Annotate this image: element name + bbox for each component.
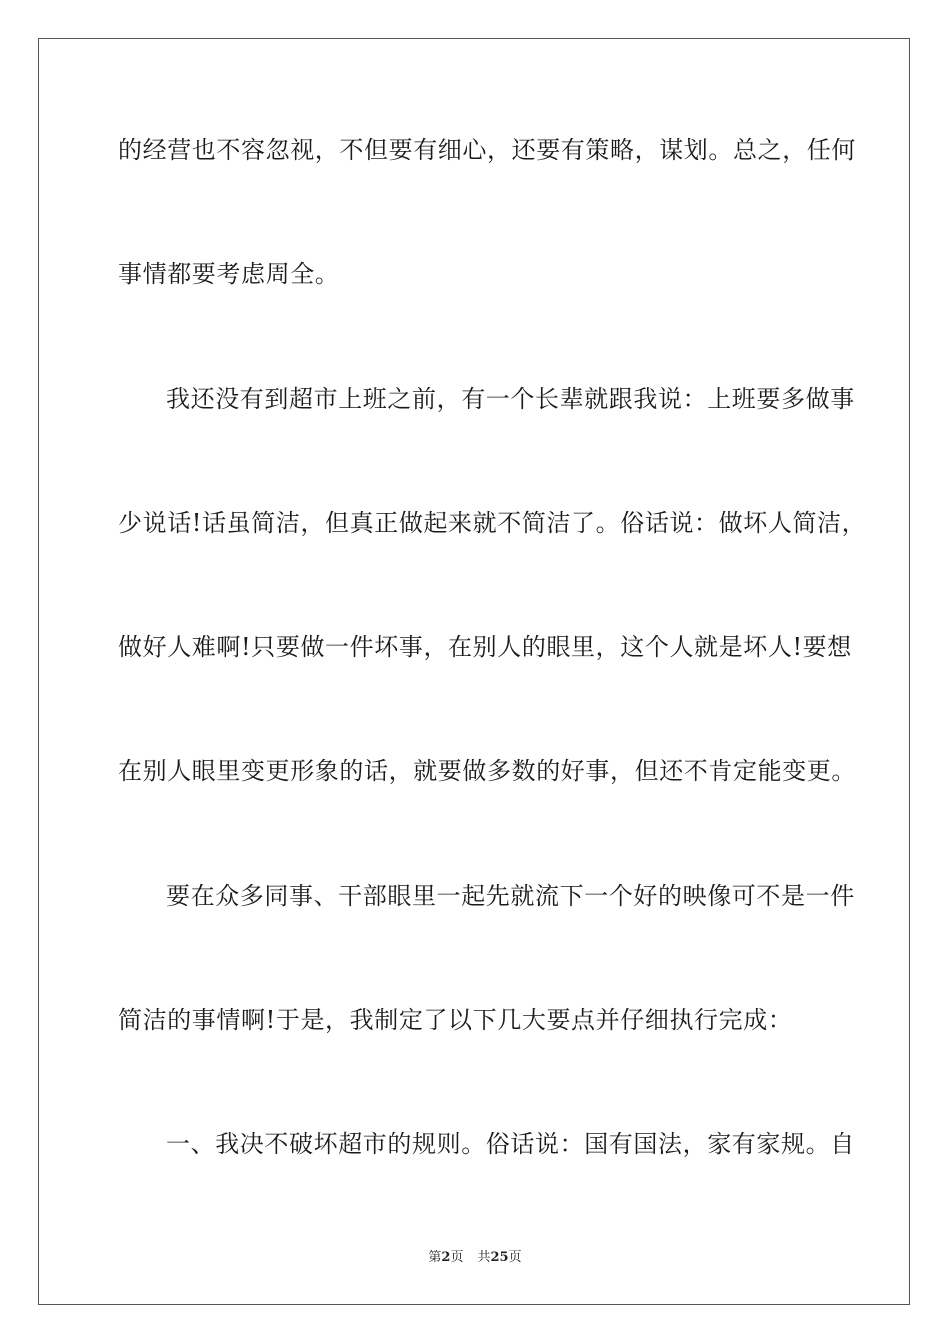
body-line-9: 一、我决不破坏超市的规则。俗话说：国有国法，家有家规。自: [166, 1130, 855, 1158]
page-label-suffix: 页: [450, 1250, 464, 1265]
body-line-8: 简洁的事情啊!于是，我制定了以下几大要点并仔细执行完成：: [118, 1006, 793, 1034]
total-label-suffix: 页: [508, 1250, 522, 1265]
page-number: 2: [441, 1250, 451, 1265]
body-line-7: 要在众多同事、干部眼里一起先就流下一个好的映像可不是一件: [166, 882, 855, 910]
body-line-5: 做好人难啊!只要做一件坏事，在别人的眼里，这个人就是坏人!要想: [118, 633, 852, 661]
body-line-2: 事情都要考虑周全。: [118, 260, 340, 288]
body-line-1: 的经营也不容忽视，不但要有细心，还要有策略，谋划。总之，任何: [118, 136, 856, 164]
body-line-3: 我还没有到超市上班之前，有一个长辈就跟我说：上班要多做事: [166, 385, 855, 413]
total-label-prefix: 共: [477, 1250, 491, 1265]
page-border: [38, 38, 910, 1305]
body-line-4: 少说话!话虽简洁，但真正做起来就不简洁了。俗话说：做坏人简洁，: [118, 509, 867, 537]
body-line-6: 在别人眼里变更形象的话，就要做多数的好事，但还不肯定能变更。: [118, 757, 856, 785]
total-pages: 25: [490, 1250, 509, 1265]
page-label-prefix: 第: [428, 1250, 442, 1265]
page-footer: [0, 1246, 950, 1265]
